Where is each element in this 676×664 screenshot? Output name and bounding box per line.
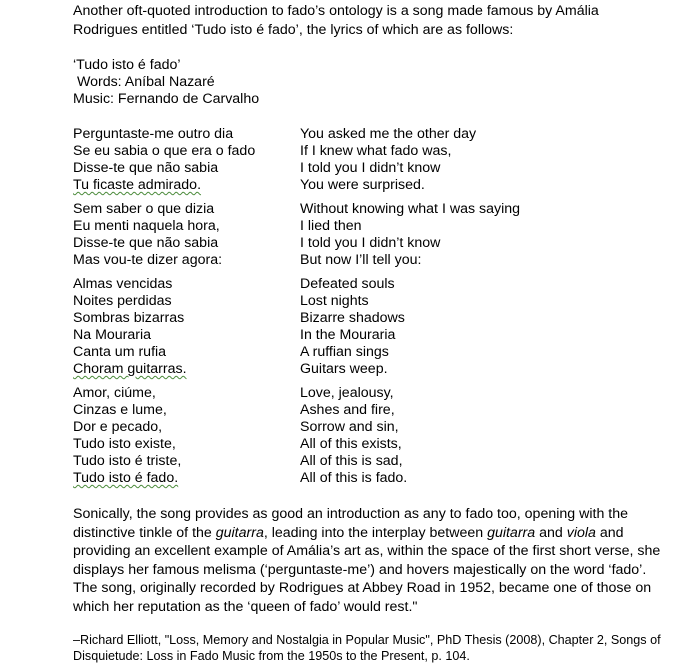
closing-text-4: and providing an excellent example of Amália’s art as, within the space of the first short verse, she displays her famous melisma (‘perguntaste-me’) and hovers majestically on the word ‘fado’. The song, originally recorded by Rodrigues at Abbey Road in 1952, became one of those on which her reputation as the ‘queen of fado’ would rest." bbox=[73, 524, 661, 615]
lyric-line-pt: Cinzas e lume, bbox=[73, 402, 167, 418]
verse-2-portuguese bbox=[73, 201, 300, 269]
lyric-line-en: Guitars weep. bbox=[300, 361, 388, 377]
lyric-line-en: All of this is fado. bbox=[300, 470, 408, 486]
lyric-line-pt: Na Mouraria bbox=[73, 327, 152, 343]
lyric-line-en: All of this is sad, bbox=[300, 453, 403, 469]
lyric-line-en: Defeated souls bbox=[300, 276, 395, 292]
verse-2 bbox=[73, 201, 663, 269]
lyric-line-en: Lost nights bbox=[300, 293, 369, 309]
verse-1 bbox=[73, 126, 663, 194]
lyric-line-pt: Sem saber o que dizia bbox=[73, 201, 215, 217]
verse-4 bbox=[73, 385, 663, 487]
lyric-line-en: A ruffian sings bbox=[300, 344, 389, 360]
verse-1-english bbox=[300, 126, 640, 194]
lyric-line-pt: Tudo isto é triste, bbox=[73, 453, 182, 469]
lyric-line-pt: Perguntaste-me outro dia bbox=[73, 126, 234, 142]
lyric-line-pt: Tudo isto é fado. bbox=[73, 470, 179, 486]
lyric-line-pt: Almas vencidas bbox=[73, 276, 173, 292]
lyric-line-pt: Tudo isto existe, bbox=[73, 436, 176, 452]
document-page bbox=[73, 2, 663, 664]
lyric-line-en: I told you I didn’t know bbox=[300, 235, 441, 251]
lyric-line-en: I told you I didn’t know bbox=[300, 160, 441, 176]
verse-4-english bbox=[300, 385, 640, 487]
song-words-credit: Words: Aníbal Nazaré bbox=[73, 74, 215, 90]
lyric-line-pt: Disse-te que não sabia bbox=[73, 160, 219, 176]
lyric-line-pt: Eu menti naquela hora, bbox=[73, 218, 220, 234]
song-title: ‘Tudo isto é fado’ bbox=[73, 57, 181, 73]
lyric-line-en: Sorrow and sin, bbox=[300, 419, 399, 435]
verse-1-portuguese bbox=[73, 126, 300, 194]
lyric-line-en: In the Mouraria bbox=[300, 327, 396, 343]
lyric-line-pt: Amor, ciúme, bbox=[73, 385, 156, 401]
verse-4-portuguese bbox=[73, 385, 300, 487]
lyric-line-pt: Dor e pecado, bbox=[73, 419, 163, 435]
closing-guitarra-2: guitarra bbox=[487, 524, 536, 541]
lyric-line-pt: Sombras bizarras bbox=[73, 310, 185, 326]
lyric-line-pt: Disse-te que não sabia bbox=[73, 235, 219, 251]
verse-2-english bbox=[300, 201, 640, 269]
lyric-line-en: Love, jealousy, bbox=[300, 385, 394, 401]
song-music-credit: Music: Fernando de Carvalho bbox=[73, 91, 260, 107]
closing-text-1: Sonically, the song provides as good an introduction as any to fado too, opening with the distinctive tinkle of the bbox=[73, 506, 628, 541]
lyric-line-pt: Mas vou-te dizer agora: bbox=[73, 252, 223, 268]
verse-3-portuguese bbox=[73, 276, 300, 378]
lyric-line-pt: Tu ficaste admirado. bbox=[73, 177, 202, 193]
lyric-line-en: Without knowing what I was saying bbox=[300, 201, 521, 217]
lyric-line-pt: Noites perdidas bbox=[73, 293, 172, 309]
lyric-line-en: If I knew what fado was, bbox=[300, 143, 452, 159]
closing-paragraph bbox=[73, 505, 663, 616]
citation: –Richard Elliott, "Loss, Memory and Nostalgia in Popular Music", PhD Thesis (2008), Chapter 2, Songs of Disquietude: Loss in Fado Music from the 1950s to the Present, p. 104. bbox=[73, 633, 661, 663]
closing-text-2: , leading into the interplay between bbox=[263, 524, 488, 541]
lyric-line-en: But now I’ll tell you: bbox=[300, 252, 422, 268]
song-credits bbox=[73, 57, 663, 108]
lyric-line-en: You asked me the other day bbox=[300, 126, 477, 142]
lyric-line-en: Ashes and fire, bbox=[300, 402, 395, 418]
verse-3 bbox=[73, 276, 663, 378]
lyric-line-en: All of this exists, bbox=[300, 436, 402, 452]
closing-text-3: and bbox=[535, 524, 567, 541]
lyric-line-pt: Canta um rufia bbox=[73, 344, 167, 360]
lyric-line-en: You were surprised. bbox=[300, 177, 425, 193]
verse-3-english bbox=[300, 276, 640, 378]
lyric-line-pt: Choram guitarras. bbox=[73, 361, 187, 377]
lyric-line-en: I lied then bbox=[300, 218, 362, 234]
lyric-line-en: Bizarre shadows bbox=[300, 310, 405, 326]
closing-viola: viola bbox=[566, 524, 596, 541]
closing-guitarra-1: guitarra bbox=[215, 524, 264, 541]
intro-paragraph: Another oft-quoted introduction to fado’s ontology is a song made famous by Amália Rodrigues entitled ‘Tudo isto é fado’, the lyrics of which are as follows: bbox=[73, 3, 599, 38]
lyric-line-pt: Se eu sabia o que era o fado bbox=[73, 143, 256, 159]
